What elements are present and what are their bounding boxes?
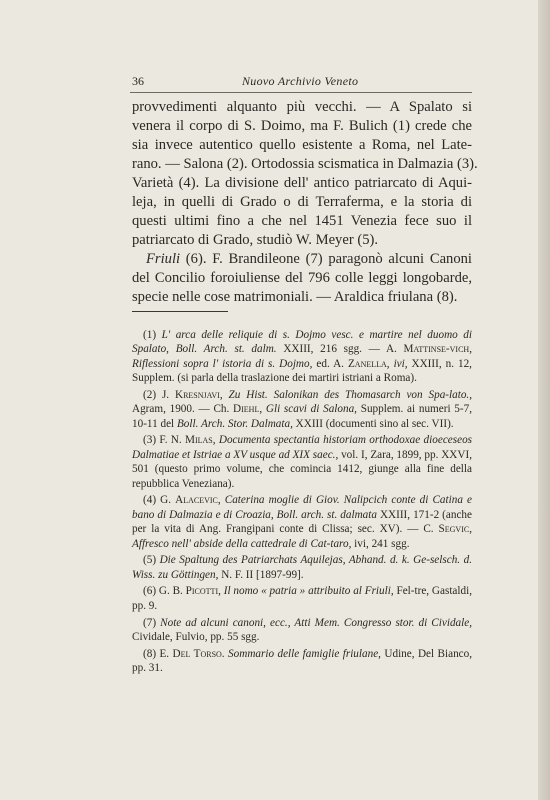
footnote-text: vol. I, Zara, 1899, pp. XXVI, 501 (questo primo volume, che comincia 1412, giunge alla fine della repubblica Veneziana).	[132, 448, 472, 490]
footnote-text: E.	[156, 647, 173, 660]
footnote-3	[132, 433, 472, 491]
footnote-italic: Note ad alcuni canoni, ecc., Atti Mem. Congresso stor. di Cividale,	[160, 616, 473, 629]
footnote-text: Fel-tre, Gastaldi, pp. 9.	[132, 585, 472, 612]
footnote-text: G.	[156, 494, 176, 507]
footnote-text: N. F. II [1897-99].	[218, 568, 304, 581]
footnote-rule	[132, 311, 228, 312]
running-header	[132, 74, 472, 90]
footnotes	[132, 328, 472, 678]
footnote-author: Zanella,	[347, 357, 390, 370]
footnote-text: XXIII, 171-2 (anche per la vita di Ang. Frangipani conte di Clissa; sec. XV). — C.	[132, 508, 472, 536]
footnote-2	[132, 388, 472, 431]
footnote-author: Diehl,	[233, 403, 263, 416]
footnote-text: G. B.	[156, 585, 186, 598]
footnote-number: (8)	[143, 647, 157, 660]
main-line: provvedimenti alquanto più vecchi. — A Spalato si	[132, 99, 472, 115]
footnote-text: ivi, 241 sgg.	[351, 537, 410, 550]
main-text	[132, 98, 478, 307]
footnote-number: (2)	[143, 388, 157, 401]
footnote-text: F. N.	[156, 434, 186, 447]
main-line-text: (6). F. Brandileone (7) paragonò alcuni Canoni	[180, 251, 472, 267]
main-line: Varietà (4). La divisione dell' antico patriarcato di Aqui-	[132, 175, 472, 191]
footnote-6	[132, 584, 472, 613]
page-number: 36	[132, 74, 144, 88]
footnote-number: (4)	[143, 494, 157, 507]
main-line: patriarcato di Grado, studiò W. Meyer (5).	[132, 232, 378, 248]
footnote-number: (1)	[143, 329, 157, 341]
main-line: questi ultimi fino a che nel 1451 Venezia fece suo il	[132, 213, 472, 229]
footnote-text: XXIII (documenti sino al sec. VII).	[292, 417, 454, 430]
footnote-author: Milas,	[185, 434, 216, 447]
footnote-4	[132, 493, 472, 551]
footnote-italic: Sommario delle famiglie friulane,	[228, 647, 381, 660]
footnote-text: Agram, 1900. — Ch.	[132, 403, 234, 416]
main-line: specie nelle cose matrimoniali. — Araldica friulana (8).	[132, 289, 458, 305]
footnote-italic: Riflessioni sopra l' istoria di s. Dojmo,	[132, 357, 313, 370]
footnote-italic: Die Spaltung des Patriarchats Aquilejas, Abhand. d. k. Ge-selsch. d. Wiss. zu Göttingen,	[132, 554, 472, 581]
footnote-italic: Boll. Arch. st. dalm.	[175, 343, 277, 356]
main-line: del Concilio foroiuliense del 796 colle leggi longobarde,	[132, 270, 472, 286]
footnote-number: (7)	[143, 616, 157, 629]
footnote-text: XXIII, 216 sgg. — A.	[276, 343, 404, 356]
footnote-5	[132, 553, 472, 582]
footnote-8	[132, 647, 472, 676]
footnote-author: Segvic,	[438, 523, 472, 536]
footnote-7	[132, 616, 472, 645]
main-line: venera il corpo di S. Doimo, ma F. Bulich (1) crede che	[132, 118, 472, 134]
footnote-italic: Gli scavi di Salona,	[265, 403, 357, 416]
footnote-italic: Il nomo « patria » attribuito al Friuli,	[223, 585, 394, 598]
main-line-friuli	[132, 250, 472, 269]
running-title: Nuovo Archivio Veneto	[242, 74, 359, 88]
footnote-author: Del Torso.	[172, 647, 225, 660]
footnote-number: (6)	[143, 585, 157, 598]
page-edge-shadow	[538, 0, 550, 800]
footnote-text: ed. A.	[312, 357, 348, 370]
footnote-1	[132, 328, 472, 386]
footnote-author: Mattinse-vich,	[403, 343, 472, 356]
footnote-italic: L' arca delle reliquie di s. Dojmo vesc. e martire nel duomo di Spalato,	[132, 329, 472, 356]
main-line: leja, in quelli di Grado o di Terraferma, e la storia di	[132, 194, 472, 210]
footnote-italic: Documenta spectantia historiam orthodoxae dioeceseos Dalmatiae et Istriae a XV usque ad XIX saec.,	[132, 434, 473, 461]
footnote-author: Picotti,	[185, 585, 221, 598]
footnote-text: Cividale, Fulvio, pp. 55 sgg.	[132, 630, 260, 643]
footnote-italic: ivi,	[393, 357, 408, 370]
main-line: rano. — Salona (2). Ortodossia scismatica in Dalmazia (3).	[132, 156, 478, 172]
footnote-text: XXIII, n. 12, Supplem. (si parla della traslazione dei martiri istriani a Roma).	[132, 357, 472, 385]
main-line: sia invece autentico quello esistente a Roma, nel Late-	[132, 137, 472, 153]
footnote-text: Supplem. ai numeri 5-7, 10-11 del	[132, 403, 473, 430]
footnote-italic: Boll. Arch. Stor. Dalmata,	[176, 417, 293, 430]
footnote-text: J.	[156, 388, 175, 401]
section-heading-friuli: Friuli	[146, 251, 181, 267]
footnote-author: Kresnjavi,	[175, 388, 223, 401]
footnote-number: (3)	[143, 434, 157, 447]
footnote-italic: Affresco nell' abside della cattedrale di Cat-taro,	[132, 537, 352, 550]
footnote-italic: Zu Hist. Salonikan des Thomasarch von Spa-lato.,	[228, 388, 473, 401]
footnote-number: (5)	[143, 554, 157, 567]
footnote-author: Alacevic,	[175, 494, 221, 507]
footnote-italic: Caterina moglie di Giov. Nalipcich conte di Catina e bano di Dalmazia e di Croazia, Boll. arch. st. dalmata	[132, 494, 472, 521]
header-rule	[130, 92, 472, 93]
footnote-text: Udine, Del Bianco, pp. 31.	[132, 647, 473, 675]
